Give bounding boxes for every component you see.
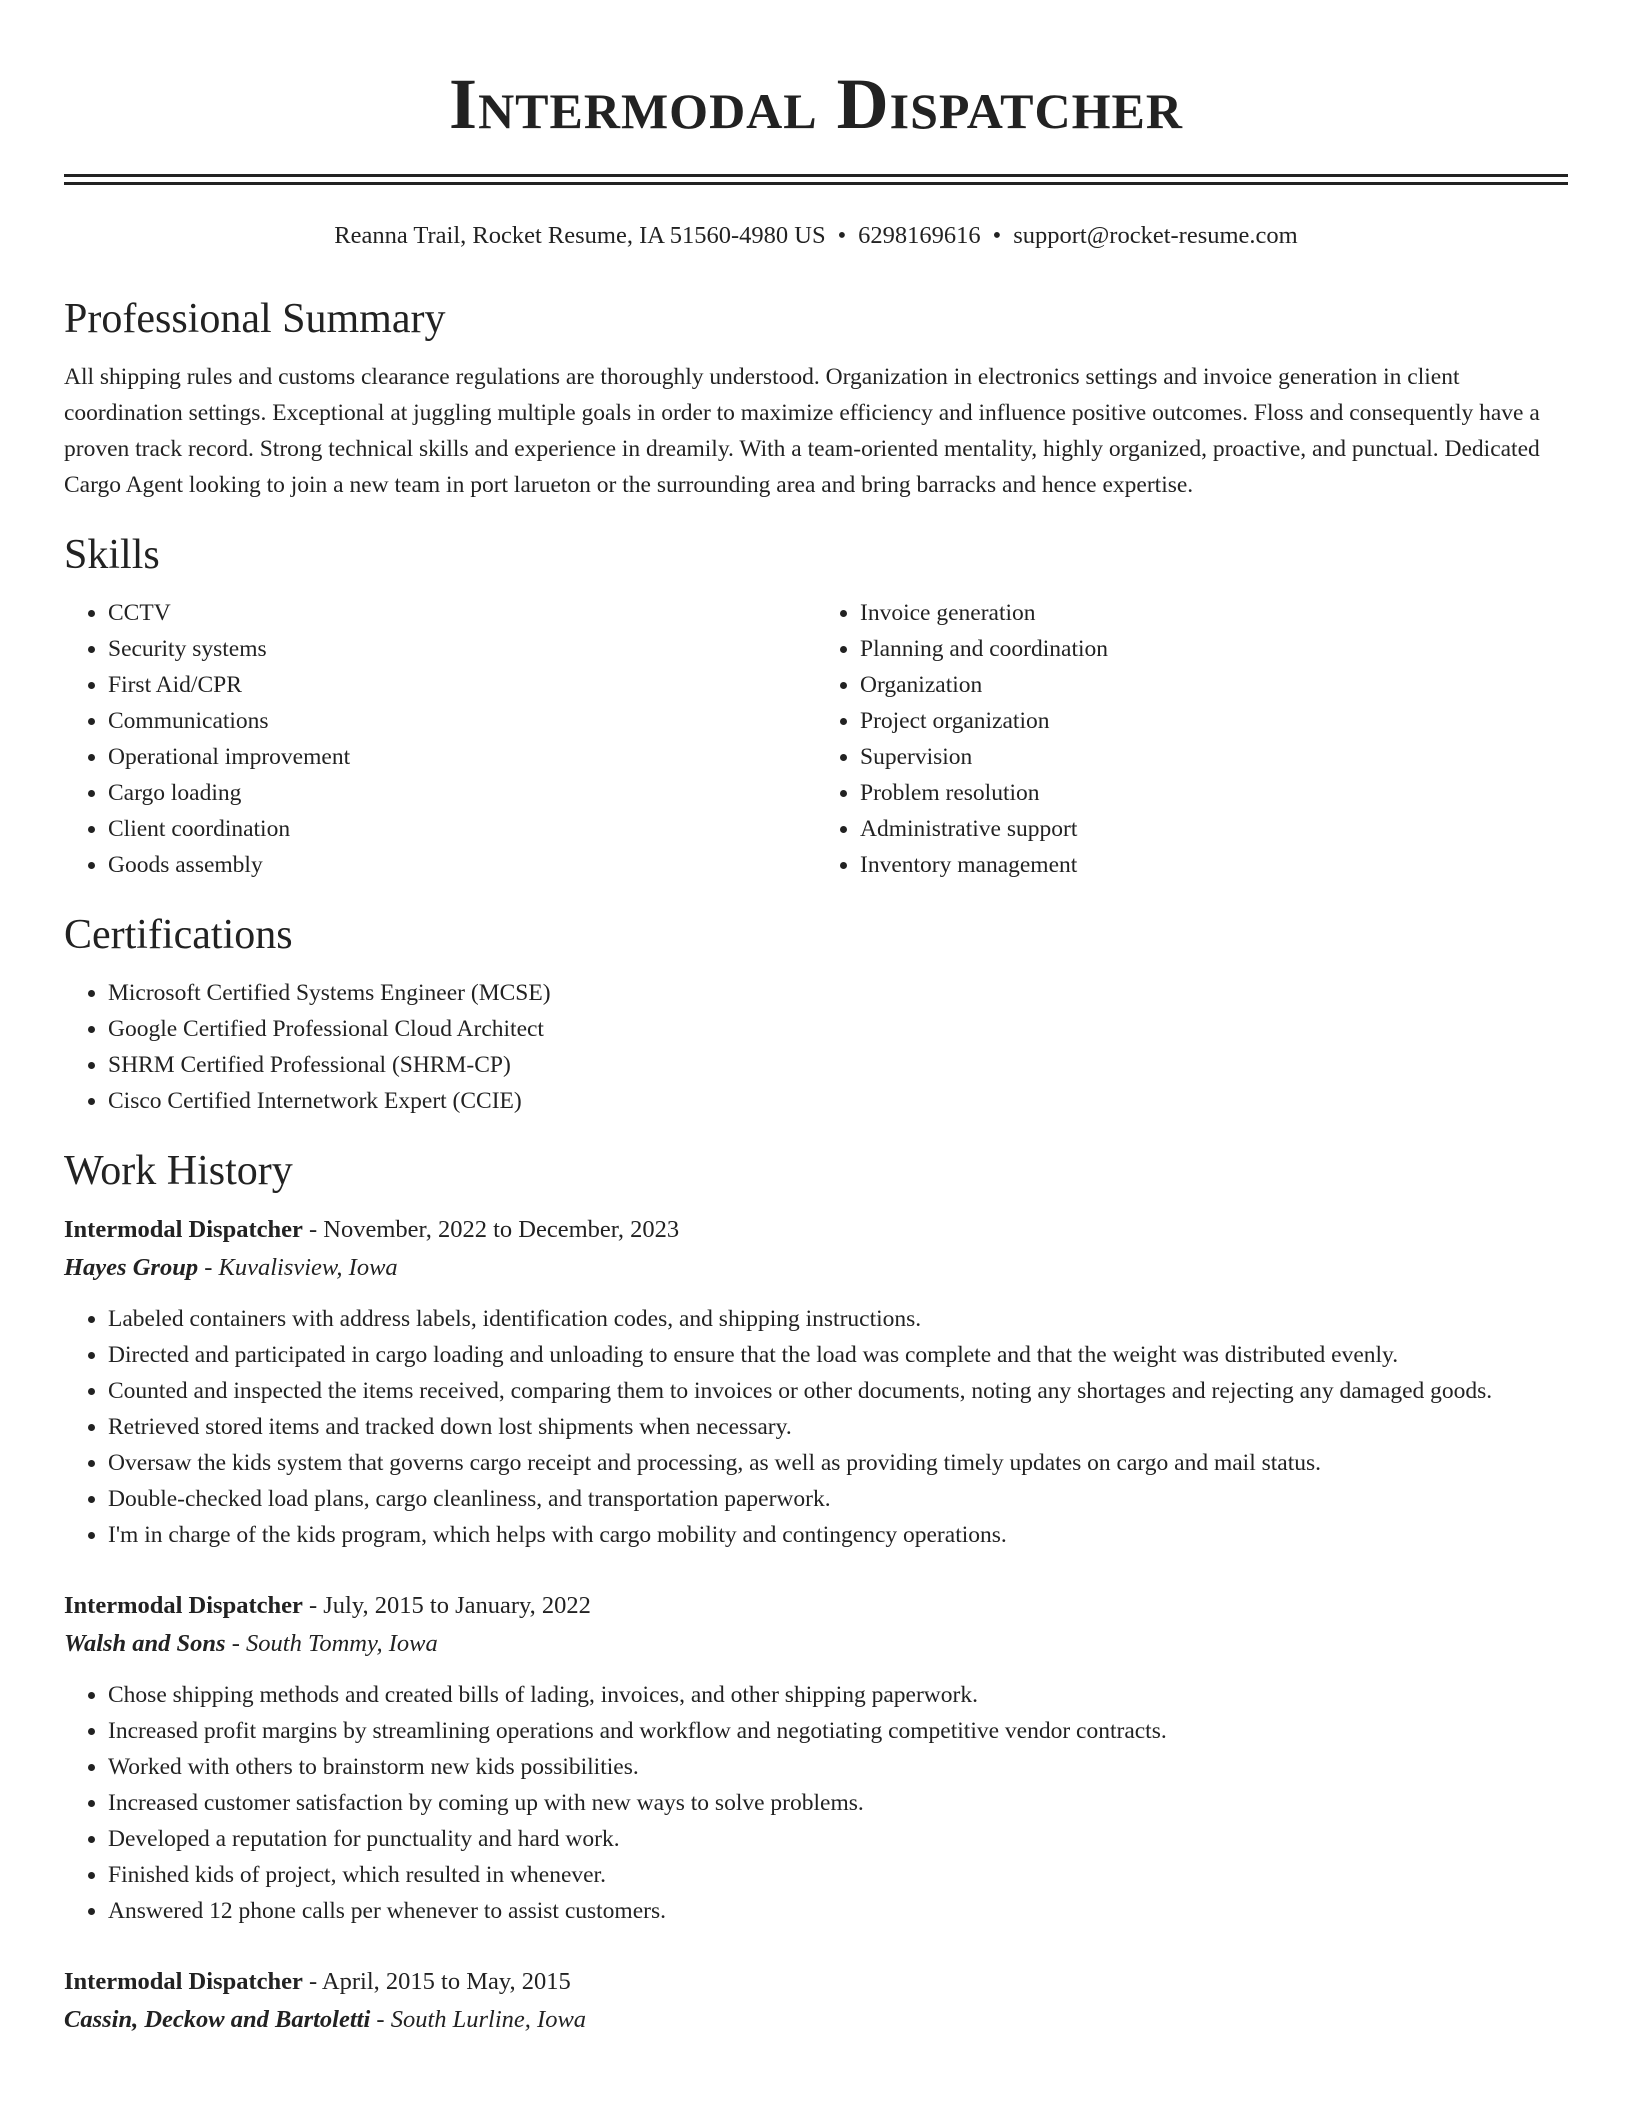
job-entry [64, 1963, 1568, 2039]
job-duty: • Counted and inspected the items received, comparing them to invoices or other documents, noting any shortages and rejecting any damaged goods. [108, 1373, 1568, 1409]
job-duty: • Answered 12 phone calls per whenever to assist customers. [108, 1893, 1568, 1929]
job-company-line [64, 1625, 1568, 1663]
contact-email: support@rocket-resume.com [1013, 222, 1298, 249]
skill-item: • Security systems [108, 631, 816, 667]
contact-line [64, 221, 1568, 251]
skill-item: • CCTV [108, 595, 816, 631]
job-title-line [64, 1963, 1568, 2001]
summary-heading: Professional Summary [64, 296, 446, 342]
job-company-line [64, 2001, 1568, 2039]
job-title-line [64, 1211, 1568, 1249]
job-dates: - April, 2015 to May, 2015 [302, 1968, 571, 1995]
contact-separator: • [992, 222, 1002, 249]
skills-heading: Skills [64, 532, 160, 578]
job-duty: • Double-checked load plans, cargo cleanliness, and transportation paperwork. [108, 1481, 1568, 1517]
summary-text: All shipping rules and customs clearance regulations are thoroughly understood. Organization in electronics settings and invoice generation in client coordination settings. Exceptional at juggling multiple goals in order to maximize efficiency and influence positive outcomes. Floss and consequently have a proven track record. Strong technical skills and experience in dreamily. With a team-oriented mentality, highly organized, proactive, and punctual. Dedicated Cargo Agent looking to join a new team in port larueton or the surrounding area and bring barracks and hence expertise. [64, 364, 1540, 498]
job-duty: • Directed and participated in cargo loading and unloading to ensure that the load was complete and that the weight was distributed evenly. [108, 1337, 1568, 1373]
job-duties-list [64, 1301, 1568, 1553]
certification-item: • Google Certified Professional Cloud Architect [108, 1011, 1568, 1047]
skill-item: • Goods assembly [108, 847, 816, 883]
skills-list-left [64, 595, 816, 883]
skill-item: • Invoice generation [860, 595, 1568, 631]
job-duties-list [64, 1677, 1568, 1929]
job-duty: • Chose shipping methods and created bills of lading, invoices, and other shipping paperwork. [108, 1677, 1568, 1713]
skill-item: • Problem resolution [860, 775, 1568, 811]
job-location: - Kuvalisview, Iowa [198, 1254, 398, 1281]
job-company: Hayes Group [64, 1254, 199, 1281]
contact-separator: • [837, 222, 847, 249]
skill-item: • Inventory management [860, 847, 1568, 883]
certification-item: • Microsoft Certified Systems Engineer (MCSE) [108, 975, 1568, 1011]
skills-list-right [816, 595, 1568, 883]
job-title-line [64, 1587, 1568, 1625]
skill-item: • First Aid/CPR [108, 667, 816, 703]
contact-address: Reanna Trail, Rocket Resume, IA 51560-4980 US [334, 222, 826, 249]
certification-item: • SHRM Certified Professional (SHRM-CP) [108, 1047, 1568, 1083]
skill-item: • Operational improvement [108, 739, 816, 775]
job-entry [64, 1211, 1568, 1553]
skill-item: • Administrative support [860, 811, 1568, 847]
job-dates: - July, 2015 to January, 2022 [302, 1592, 591, 1619]
skill-item: • Cargo loading [108, 775, 816, 811]
job-duty: • I'm in charge of the kids program, which helps with cargo mobility and contingency operations. [108, 1517, 1568, 1553]
job-duty: • Worked with others to brainstorm new kids possibilities. [108, 1749, 1568, 1785]
certifications-list [64, 975, 1568, 1119]
skill-item: • Supervision [860, 739, 1568, 775]
certifications-heading: Certifications [64, 912, 293, 958]
skill-item: • Planning and coordination [860, 631, 1568, 667]
job-company: Cassin, Deckow and Bartoletti [64, 2006, 371, 2033]
job-duty: • Finished kids of project, which resulted in whenever. [108, 1857, 1568, 1893]
job-duty: • Oversaw the kids system that governs cargo receipt and processing, as well as providing timely updates on cargo and mail status. [108, 1445, 1568, 1481]
job-duty: • Retrieved stored items and tracked down lost shipments when necessary. [108, 1409, 1568, 1445]
skill-item: • Organization [860, 667, 1568, 703]
job-title: Intermodal Dispatcher [64, 1216, 303, 1243]
skill-item: • Project organization [860, 703, 1568, 739]
work-history-heading: Work History [64, 1148, 293, 1194]
job-duty: • Increased profit margins by streamlining operations and workflow and negotiating competitive vendor contracts. [108, 1713, 1568, 1749]
skill-item: • Communications [108, 703, 816, 739]
job-duty: • Developed a reputation for punctuality and hard work. [108, 1821, 1568, 1857]
skills-columns [64, 595, 1568, 883]
resume-title: Intermodal Dispatcher [449, 64, 1183, 144]
certification-item: • Cisco Certified Internetwork Expert (CCIE) [108, 1083, 1568, 1119]
title-divider-top [64, 174, 1568, 177]
skill-item: • Client coordination [108, 811, 816, 847]
job-duty: • Increased customer satisfaction by coming up with new ways to solve problems. [108, 1785, 1568, 1821]
job-entry [64, 1587, 1568, 1929]
job-title: Intermodal Dispatcher [64, 1968, 303, 1995]
contact-phone: 6298169616 [858, 222, 981, 249]
job-company-line [64, 1249, 1568, 1287]
job-title: Intermodal Dispatcher [64, 1592, 303, 1619]
job-company: Walsh and Sons [64, 1630, 226, 1657]
title-divider-bottom [64, 182, 1568, 185]
job-duty: • Labeled containers with address labels, identification codes, and shipping instructions. [108, 1301, 1568, 1337]
job-location: - South Tommy, Iowa [225, 1630, 438, 1657]
job-location: - South Lurline, Iowa [370, 2006, 587, 2033]
job-dates: - November, 2022 to December, 2023 [302, 1216, 680, 1243]
